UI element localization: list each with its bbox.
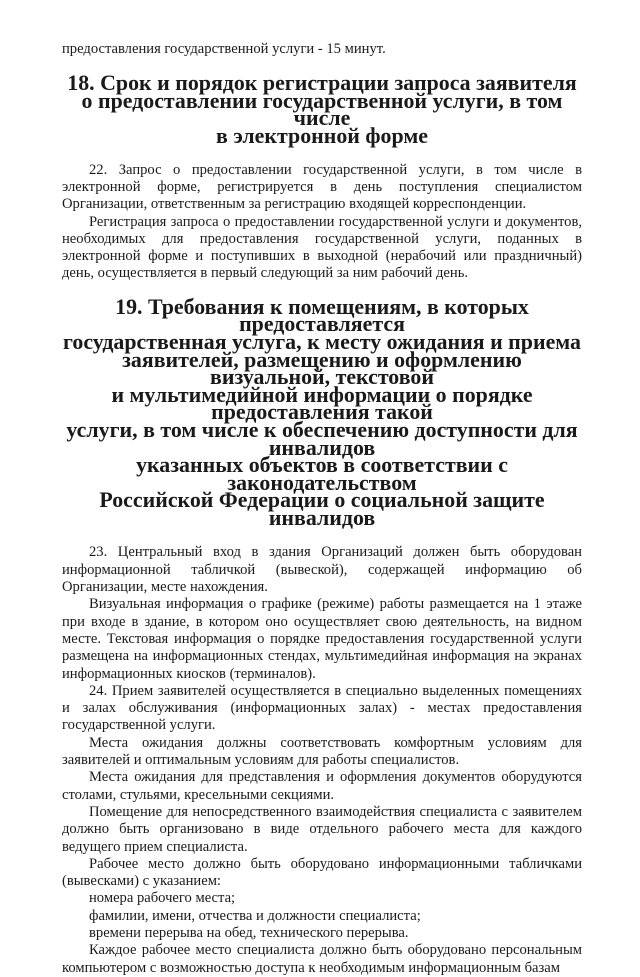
section-19-heading bbox=[62, 293, 582, 530]
paragraph-interaction-room: Помещение для непосредственного взаимодействия специалиста с заявителем должно быть организовано в виде отдельного рабочего места для каждого ведущего прием специалиста. bbox=[62, 803, 582, 855]
list-item-workplace-number: номера рабочего места; bbox=[89, 890, 236, 907]
paragraph-workplace-signs: Рабочее место должно быть оборудовано информационными табличками (вывесками) с указанием: bbox=[62, 855, 582, 890]
paragraph-waiting-equipment: Места ожидания для представления и оформления документов оборудуются столами, стульями, кресельными секциями. bbox=[62, 769, 582, 803]
section-19-heading-line: услуги, в том числе к обеспечению доступности для инвалидов bbox=[66, 416, 578, 460]
section-19-heading-line: государственная услуга, к месту ожидания и приема bbox=[63, 328, 581, 354]
paragraph-visual-info: Визуальная информация о графике (режиме) работы размещается на 1 этаже при входе в здание, в котором оно осуществляет свою деятельность, на видном месте. Текстовая информация о порядке предоставления государственной услуги размещена на информационных стендах, мультимедийная информация на экранах информационных киосков (терминалов). bbox=[62, 596, 582, 682]
section-19-heading-line: указанных объектов в соответствии с законодательством bbox=[136, 452, 508, 495]
paragraph-23: 23. Центральный вход в здания Организаций должен быть оборудован информационной табличкой (вывеской), содержащей информацию об Организации, месте нахождения. bbox=[62, 544, 582, 596]
section-18-heading-line: в электронной форме bbox=[216, 123, 428, 149]
intro-line: предоставления государственной услуги - 15 минут. bbox=[62, 41, 386, 57]
paragraph-workplace-computer: Каждое рабочее место специалиста должно быть оборудовано персональным компьютером с возможностью доступа к необходимым информационным базам bbox=[62, 942, 582, 976]
list-item-break-time: времени перерыва на обед, технического перерыва. bbox=[89, 925, 409, 941]
section-19-heading-line: заявителей, размещению и оформлению визуальной, текстовой bbox=[122, 346, 522, 390]
section-19-heading-line: Российской Федерации о социальной защите инвалидов bbox=[99, 487, 545, 530]
section-18-heading bbox=[62, 70, 582, 149]
paragraph-waiting-places: Места ожидания должны соответствовать комфортным условиям для заявителей и оптимальным условиям для работы специалистов. bbox=[62, 734, 582, 769]
paragraph-22: 22. Запрос о предоставлении государственной услуги, в том числе в электронной форме, регистрируется в день поступления специалистом Организации, ответственным за регистрацию входящей корреспонденции. bbox=[62, 161, 582, 213]
paragraph-registration: Регистрация запроса о предоставлении государственной услуги и документов, необходимых для предоставления государственной услуги, поданных в электронной форме и поступивших в выходной (нерабочий или праздничный) день, осуществляется в первый следующий за ним рабочий день. bbox=[62, 213, 582, 282]
list-item-specialist-name: фамилии, имени, отчества и должности специалиста; bbox=[89, 907, 421, 924]
section-18-heading-line: о предоставлении государственной услуги, в том числе bbox=[81, 87, 563, 131]
section-19-heading-line: и мультимедийной информации о порядке предоставления такой bbox=[111, 381, 533, 425]
paragraph-24: 24. Прием заявителей осуществляется в специально выделенных помещениях и залах обслуживания (информационных залах) - местах предоставления государственной услуги. bbox=[62, 682, 582, 734]
section-19-heading-line: 19. Требования к помещениям, в которых предоставляется bbox=[115, 293, 529, 337]
section-18-heading-line: 18. Срок и порядок регистрации запроса заявителя bbox=[67, 70, 577, 96]
